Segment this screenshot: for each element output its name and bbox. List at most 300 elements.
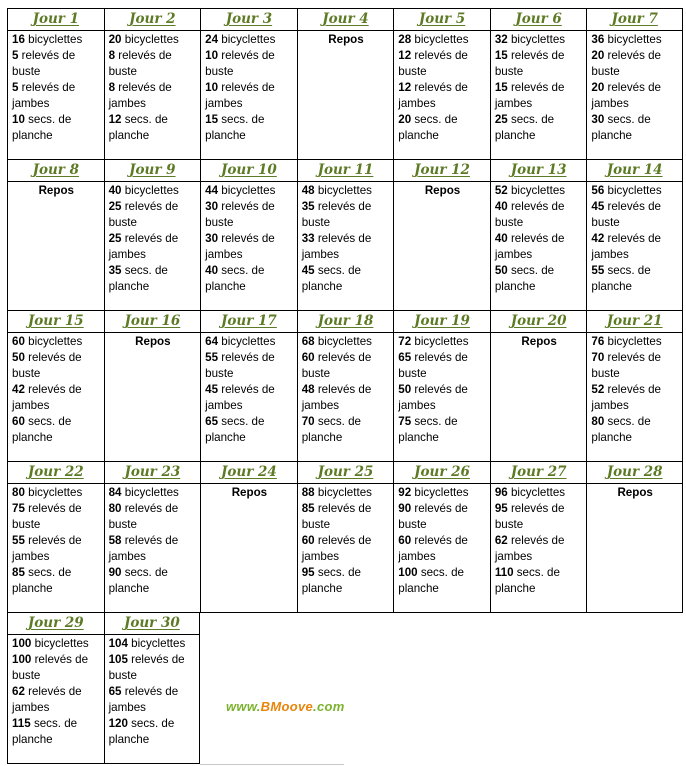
exercise-item (205, 48, 294, 80)
exercise-name: secs. de planche (12, 415, 72, 444)
exercise-item (495, 231, 584, 263)
exercise-count: 15 (494, 49, 508, 62)
day-title: Jour 17 (201, 311, 297, 333)
exercise-name: relevés de buste (301, 200, 372, 229)
exercise-name: relevés de buste (591, 351, 661, 380)
exercise-item (205, 231, 294, 263)
exercise-name: secs. de planche (108, 717, 175, 746)
exercise-item (495, 48, 584, 80)
exercise-item (591, 48, 679, 80)
rest-day (587, 484, 682, 612)
exercise-list (105, 31, 201, 159)
day-cell (104, 8, 201, 160)
exercise-count: 24 (205, 33, 219, 46)
day-cell (490, 8, 587, 160)
exercise-name: relevés de jambes (108, 81, 172, 110)
exercise-item (12, 80, 101, 112)
exercise-item (495, 183, 584, 199)
exercise-name: relevés de buste (12, 653, 89, 682)
rest-day (298, 31, 394, 159)
exercise-name: relevés de buste (591, 200, 661, 229)
exercise-name: relevés de buste (398, 49, 468, 78)
exercise-name: relevés de buste (12, 351, 82, 380)
exercise-item (591, 231, 679, 263)
exercise-count: 50 (398, 383, 412, 396)
exercise-list (394, 333, 490, 461)
exercise-count: 95 (301, 566, 315, 579)
exercise-name: relevés de buste (12, 502, 82, 531)
exercise-count: 52 (591, 383, 605, 396)
rest-day (491, 333, 587, 461)
exercise-list (394, 484, 490, 612)
exercise-list (491, 484, 587, 612)
exercise-name: bicyclettes (411, 486, 469, 499)
exercise-count: 5 (12, 49, 19, 62)
exercise-list (587, 333, 682, 461)
exercise-item (12, 48, 101, 80)
exercise-item (109, 231, 198, 263)
exercise-count: 105 (108, 653, 128, 666)
exercise-item (302, 485, 391, 501)
exercise-count: 48 (301, 383, 315, 396)
exercise-count: 42 (12, 383, 25, 396)
exercise-item (302, 350, 391, 382)
exercise-count: 60 (12, 415, 25, 428)
exercise-item (109, 501, 198, 533)
exercise-count: 48 (301, 184, 315, 197)
exercise-count: 16 (12, 33, 25, 46)
exercise-item (398, 414, 487, 446)
exercise-name: relevés de buste (12, 49, 76, 78)
exercise-count: 65 (205, 415, 219, 428)
exercise-item (109, 112, 198, 144)
exercise-count: 64 (205, 335, 219, 348)
day-title: Jour 14 (587, 160, 682, 182)
exercise-name: relevés de buste (591, 49, 661, 78)
day-cell (297, 311, 394, 462)
exercise-item (495, 565, 584, 597)
exercise-list (298, 182, 394, 310)
exercise-name: secs. de planche (301, 264, 361, 293)
exercise-name: relevés de jambes (398, 534, 468, 563)
exercise-name: secs. de planche (108, 113, 168, 142)
exercise-name: relevés de jambes (494, 232, 565, 261)
exercise-item (591, 350, 679, 382)
exercise-item (205, 112, 294, 144)
exercise-item (398, 350, 487, 382)
exercise-item (109, 199, 198, 231)
exercise-item (12, 32, 101, 48)
exercise-item (12, 382, 101, 414)
exercise-name: bicyclettes (121, 184, 179, 197)
exercise-count: 12 (108, 113, 122, 126)
exercise-name: bicyclettes (24, 335, 83, 348)
week-row (7, 462, 683, 613)
exercise-name: relevés de buste (205, 200, 275, 229)
exercise-item (495, 32, 584, 48)
exercise-name: relevés de jambes (108, 685, 179, 714)
exercise-count: 5 (12, 81, 19, 94)
day-title: Jour 22 (8, 462, 104, 484)
exercise-list (491, 31, 587, 159)
exercise-item (12, 565, 101, 597)
exercise-item (205, 183, 294, 199)
exercise-count: 30 (205, 232, 219, 245)
rest-label: Repos (617, 486, 653, 499)
exercise-count: 20 (591, 49, 605, 62)
exercise-item (591, 199, 679, 231)
exercise-count: 50 (12, 351, 25, 364)
rest-day (394, 182, 490, 310)
exercise-item (109, 652, 197, 684)
exercise-count: 8 (108, 81, 116, 94)
exercise-item (205, 199, 294, 231)
exercise-item (398, 48, 487, 80)
exercise-count: 65 (108, 685, 122, 698)
exercise-item (109, 80, 198, 112)
day-cell (200, 160, 297, 311)
exercise-count: 72 (398, 335, 412, 348)
exercise-count: 25 (108, 232, 122, 245)
exercise-list (8, 635, 104, 763)
exercise-name: bicyclettes (507, 184, 566, 197)
exercise-item (109, 485, 198, 501)
exercise-count: 35 (108, 264, 122, 277)
exercise-count: 28 (398, 33, 412, 46)
exercise-name: bicyclettes (507, 33, 566, 46)
exercise-name: secs. de planche (205, 264, 265, 293)
exercise-name: relevés de buste (108, 200, 179, 229)
day-title: Jour 2 (105, 9, 201, 31)
exercise-count: 8 (108, 49, 116, 62)
exercise-count: 84 (108, 486, 122, 499)
exercise-name: relevés de buste (398, 502, 468, 531)
day-title: Jour 19 (394, 311, 490, 333)
exercise-name: bicyclettes (604, 184, 662, 197)
week-row (7, 613, 683, 764)
exercise-count: 65 (398, 351, 412, 364)
exercise-count: 45 (591, 200, 605, 213)
exercise-item (398, 32, 487, 48)
exercise-count: 75 (398, 415, 412, 428)
exercise-count: 25 (494, 113, 508, 126)
exercise-name: relevés de buste (108, 49, 172, 78)
rest-day (105, 333, 201, 461)
exercise-item (591, 32, 679, 48)
exercise-name: secs. de planche (205, 113, 265, 142)
exercise-count: 62 (494, 534, 508, 547)
day-cell (104, 613, 201, 764)
exercise-name: secs. de planche (494, 113, 555, 142)
exercise-count: 40 (108, 184, 122, 197)
day-title: Jour 5 (394, 9, 490, 31)
exercise-name: relevés de buste (205, 351, 275, 380)
exercise-item (302, 263, 391, 295)
website-watermark (226, 699, 345, 714)
exercise-name: relevés de buste (494, 200, 565, 229)
exercise-item (109, 32, 198, 48)
exercise-count: 10 (205, 81, 219, 94)
exercise-name: secs. de planche (398, 415, 458, 444)
exercise-item (12, 414, 101, 446)
exercise-name: secs. de planche (591, 415, 651, 444)
exercise-name: relevés de buste (108, 502, 179, 531)
exercise-list (8, 484, 104, 612)
exercise-name: bicyclettes (24, 33, 83, 46)
exercise-item (302, 231, 391, 263)
exercise-name: relevés de jambes (398, 81, 468, 110)
exercise-name: relevés de buste (301, 502, 372, 531)
exercise-item (302, 382, 391, 414)
exercise-name: relevés de buste (494, 502, 565, 531)
exercise-count: 40 (494, 232, 508, 245)
exercise-count: 30 (205, 200, 219, 213)
exercise-name: relevés de buste (301, 351, 372, 380)
exercise-name: relevés de jambes (205, 81, 275, 110)
exercise-count: 30 (591, 113, 605, 126)
exercise-name: relevés de jambes (591, 232, 661, 261)
day-cell (393, 160, 490, 311)
day-cell (7, 613, 104, 764)
day-cell (490, 160, 587, 311)
exercise-list (8, 333, 104, 461)
exercise-list (587, 182, 682, 310)
exercise-count: 104 (108, 637, 128, 650)
exercise-item (591, 112, 679, 144)
exercise-count: 25 (108, 200, 122, 213)
exercise-item (302, 334, 391, 350)
rest-day (201, 484, 297, 612)
exercise-count: 12 (398, 49, 412, 62)
exercise-count: 44 (205, 184, 219, 197)
day-title: Jour 1 (8, 9, 104, 31)
day-title: Jour 28 (587, 462, 682, 484)
day-title: Jour 30 (105, 613, 200, 635)
exercise-list (491, 182, 587, 310)
exercise-item (109, 684, 197, 716)
day-cell (7, 160, 104, 311)
exercise-count: 20 (591, 81, 605, 94)
exercise-item (12, 485, 101, 501)
day-cell (393, 311, 490, 462)
exercise-name: secs. de planche (591, 264, 651, 293)
day-cell (200, 311, 297, 462)
exercise-count: 95 (494, 502, 508, 515)
exercise-name: secs. de planche (108, 264, 168, 293)
exercise-count: 60 (398, 534, 412, 547)
exercise-count: 100 (398, 566, 418, 579)
exercise-count: 60 (12, 335, 25, 348)
day-title: Jour 24 (201, 462, 297, 484)
exercise-name: bicyclettes (314, 486, 372, 499)
exercise-name: secs. de planche (108, 566, 168, 595)
exercise-item (591, 263, 679, 295)
exercise-list (8, 31, 104, 159)
exercise-count: 90 (108, 566, 122, 579)
exercise-item (205, 263, 294, 295)
watermark-prefix: www. (226, 699, 261, 714)
exercise-item (12, 652, 101, 684)
exercise-item (591, 183, 679, 199)
exercise-name: bicyclettes (604, 33, 662, 46)
exercise-count: 35 (301, 200, 315, 213)
day-title: Jour 18 (298, 311, 394, 333)
day-title: Jour 3 (201, 9, 297, 31)
day-title: Jour 21 (587, 311, 682, 333)
day-cell (104, 462, 201, 613)
exercise-item (109, 716, 197, 748)
day-title: Jour 20 (491, 311, 587, 333)
exercise-count: 110 (494, 566, 514, 579)
exercise-name: bicyclettes (507, 486, 566, 499)
exercise-item (495, 533, 584, 565)
exercise-count: 55 (591, 264, 605, 277)
exercise-name: secs. de planche (301, 415, 361, 444)
exercise-item (205, 334, 294, 350)
exercise-count: 50 (494, 264, 508, 277)
exercise-list (298, 333, 394, 461)
exercise-name: relevés de jambes (301, 232, 372, 261)
exercise-count: 33 (301, 232, 315, 245)
exercise-count: 75 (12, 502, 25, 515)
week-row (7, 8, 683, 160)
exercise-item (495, 263, 584, 295)
exercise-name: secs. de planche (494, 566, 560, 595)
exercise-count: 100 (12, 637, 32, 650)
exercise-name: relevés de jambes (12, 685, 82, 714)
day-title: Jour 29 (8, 613, 104, 635)
watermark-suffix: .com (313, 699, 345, 714)
exercise-list (201, 333, 297, 461)
exercise-name: relevés de jambes (12, 534, 82, 563)
exercise-item (109, 263, 198, 295)
exercise-item (205, 350, 294, 382)
day-cell (393, 8, 490, 160)
exercise-name: relevés de jambes (205, 232, 275, 261)
rest-day (8, 182, 104, 310)
day-cell (104, 160, 201, 311)
exercise-name: relevés de jambes (494, 534, 565, 563)
exercise-item (495, 199, 584, 231)
exercise-count: 76 (591, 335, 605, 348)
exercise-item (109, 48, 198, 80)
exercise-name: secs. de planche (12, 113, 72, 142)
exercise-count: 70 (591, 351, 605, 364)
exercise-item (302, 501, 391, 533)
exercise-name: secs. de planche (398, 113, 458, 142)
day-title: Jour 8 (8, 160, 104, 182)
exercise-item (398, 485, 487, 501)
exercise-count: 80 (591, 415, 605, 428)
exercise-count: 85 (12, 566, 25, 579)
exercise-count: 10 (12, 113, 25, 126)
day-cell (200, 8, 297, 160)
exercise-item (495, 485, 584, 501)
exercise-count: 96 (494, 486, 508, 499)
exercise-item (495, 80, 584, 112)
exercise-item (398, 565, 487, 597)
exercise-name: relevés de buste (205, 49, 275, 78)
rest-label: Repos (135, 335, 171, 348)
exercise-count: 52 (494, 184, 508, 197)
exercise-name: bicyclettes (24, 486, 83, 499)
exercise-name: relevés de jambes (205, 383, 275, 412)
day-cell (586, 462, 683, 613)
exercise-count: 15 (205, 113, 219, 126)
rest-label: Repos (521, 335, 557, 348)
exercise-name: relevés de jambes (12, 383, 82, 412)
day-title: Jour 11 (298, 160, 394, 182)
exercise-item (12, 112, 101, 144)
exercise-list (298, 484, 394, 612)
exercise-name: secs. de planche (205, 415, 265, 444)
exercise-count: 12 (398, 81, 412, 94)
exercise-name: bicyclettes (604, 335, 662, 348)
exercise-name: secs. de planche (591, 113, 651, 142)
day-cell (393, 462, 490, 613)
day-cell (200, 462, 297, 613)
exercise-count: 55 (12, 534, 25, 547)
rest-label: Repos (38, 184, 74, 197)
day-cell (104, 311, 201, 462)
exercise-count: 10 (205, 49, 219, 62)
exercise-item (398, 533, 487, 565)
day-title: Jour 16 (105, 311, 201, 333)
day-title: Jour 26 (394, 462, 490, 484)
exercise-name: bicyclettes (411, 33, 469, 46)
day-title: Jour 13 (491, 160, 587, 182)
exercise-count: 45 (301, 264, 315, 277)
exercise-name: secs. de planche (398, 566, 464, 595)
day-cell (7, 462, 104, 613)
exercise-count: 68 (301, 335, 315, 348)
day-cell (297, 160, 394, 311)
exercise-item (591, 382, 679, 414)
exercise-name: bicyclettes (411, 335, 469, 348)
exercise-item (205, 414, 294, 446)
exercise-count: 85 (301, 502, 315, 515)
exercise-count: 90 (398, 502, 412, 515)
exercise-name: relevés de jambes (398, 383, 468, 412)
exercise-count: 20 (108, 33, 122, 46)
day-title: Jour 6 (491, 9, 587, 31)
exercise-name: relevés de buste (108, 653, 185, 682)
exercise-item (302, 183, 391, 199)
day-title: Jour 9 (105, 160, 201, 182)
exercise-name: relevés de jambes (591, 81, 661, 110)
exercise-count: 32 (494, 33, 508, 46)
exercise-item (591, 80, 679, 112)
day-cell (297, 462, 394, 613)
exercise-item (398, 334, 487, 350)
day-cell (586, 311, 683, 462)
day-title: Jour 25 (298, 462, 394, 484)
exercise-name: relevés de jambes (12, 81, 76, 110)
day-cell (586, 8, 683, 160)
rest-label: Repos (231, 486, 268, 499)
day-cell (586, 160, 683, 311)
exercise-item (495, 112, 584, 144)
exercise-name: bicyclettes (314, 335, 372, 348)
exercise-name: bicyclettes (218, 184, 276, 197)
exercise-name: secs. de planche (12, 566, 72, 595)
exercise-item (109, 636, 197, 652)
exercise-list (394, 31, 490, 159)
exercise-count: 80 (12, 486, 25, 499)
exercise-name: relevés de jambes (494, 81, 565, 110)
exercise-name: bicyclettes (314, 184, 372, 197)
exercise-name: bicyclettes (218, 335, 276, 348)
